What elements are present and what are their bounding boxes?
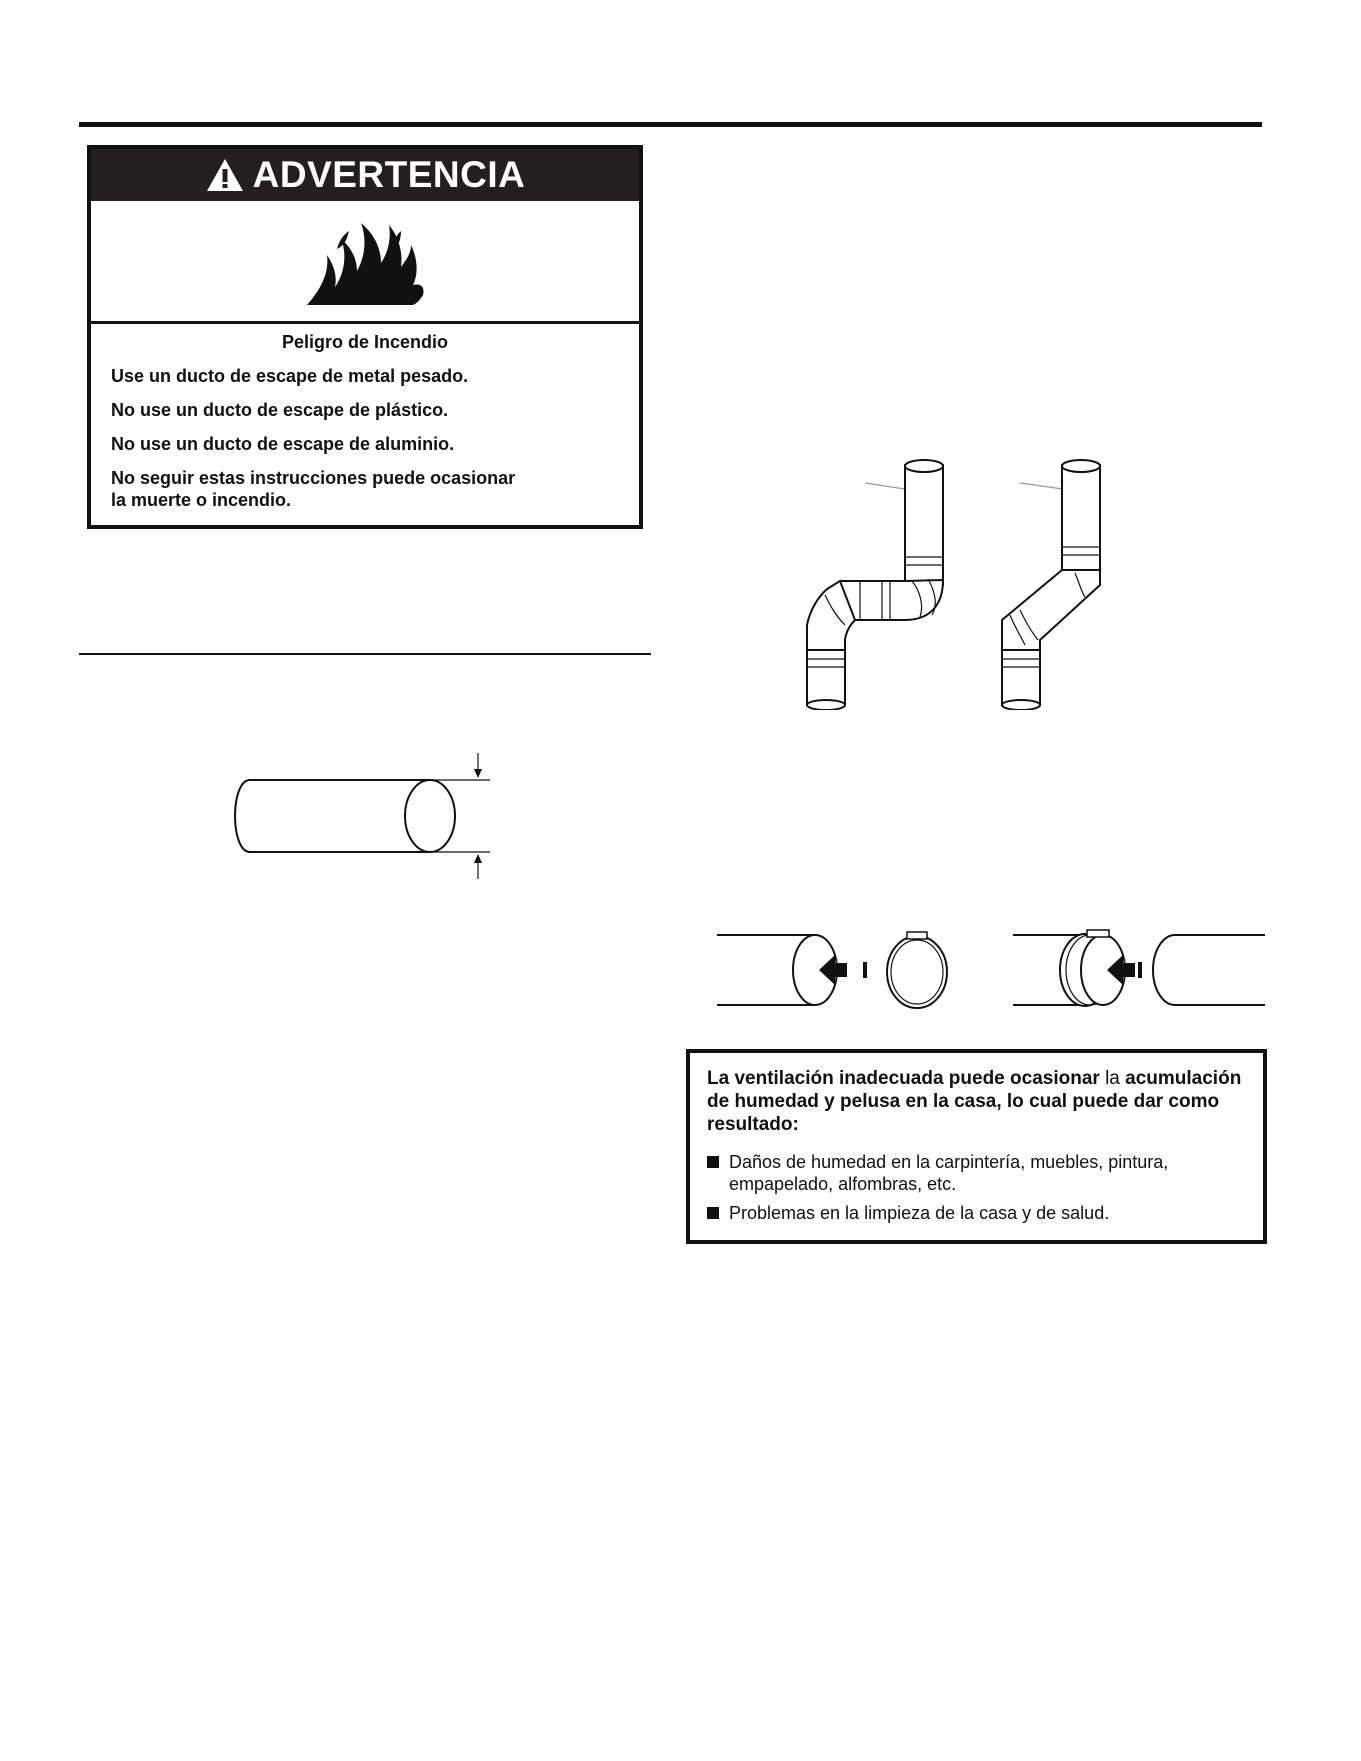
warning-line: No use un ducto de escape de plástico.	[111, 400, 449, 420]
notice-bullet-text: Daños de humedad en la carpintería, muebles, pintura, empapelado, alfombras, etc.	[729, 1152, 1169, 1194]
warning-title: ADVERTENCIA	[252, 154, 526, 195]
bullet-square-icon	[707, 1207, 719, 1219]
warning-header	[91, 149, 639, 201]
notice-bullet-text: Problemas en la limpieza de la casa y de salud.	[729, 1203, 1110, 1223]
notice-lead-bold: La ventilación inadecuada puede ocasionar	[707, 1068, 1100, 1089]
elbow-comparison-diagram	[780, 455, 1140, 710]
top-rule	[79, 122, 1262, 127]
warning-body	[111, 331, 619, 523]
warning-line: No use un ducto de escape de aluminio.	[111, 434, 455, 454]
clamp-step-1	[717, 932, 947, 1008]
warning-line: No seguir estas instrucciones puede ocasionar la muerte o incendio.	[111, 468, 516, 510]
notice-box	[686, 1049, 1267, 1244]
notice-lead	[707, 1067, 1247, 1136]
notice-lead-rest: la	[1099, 1068, 1120, 1089]
notice-bullet	[707, 1151, 1247, 1195]
notice-bullet	[707, 1202, 1247, 1224]
clamp-connection-diagram	[715, 915, 1265, 1015]
warning-box	[87, 145, 643, 529]
section-divider	[79, 653, 651, 655]
elbow-left	[807, 460, 943, 710]
notice-lead-bold-2: acumulación de humedad y pelusa en la casa, lo cual puede dar como resultado:	[707, 1068, 1242, 1135]
warning-triangle-icon	[205, 157, 245, 193]
warning-subtitle: Peligro de Incendio	[281, 332, 449, 352]
warning-line: Use un ducto de escape de metal pesado.	[111, 366, 469, 386]
elbow-right	[1002, 460, 1100, 710]
duct-diameter-diagram	[220, 745, 510, 885]
warning-picture	[91, 201, 639, 324]
bullet-square-icon	[707, 1156, 719, 1168]
clamp-step-2	[1013, 930, 1265, 1006]
fire-icon	[91, 201, 639, 318]
